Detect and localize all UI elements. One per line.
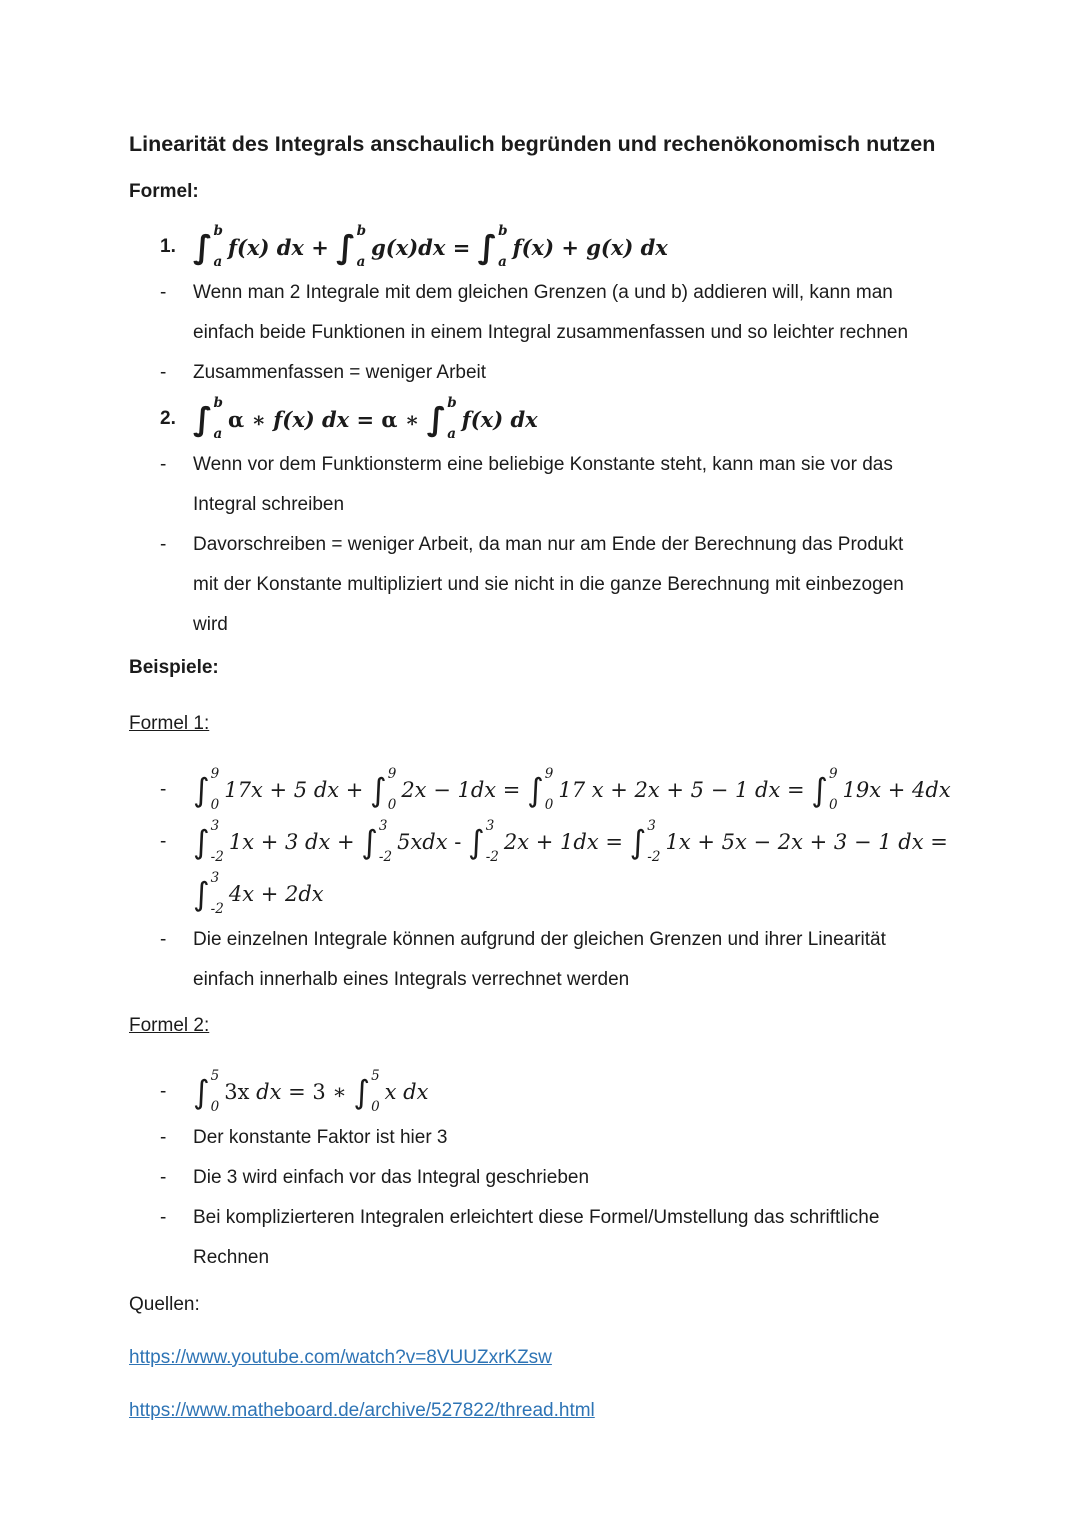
list-number-2: 2.: [160, 408, 176, 429]
dash-bullet: -: [160, 534, 167, 555]
math-run: f(x) dx: [273, 406, 350, 432]
formula-1-row: [129, 221, 1020, 273]
dash-bullet: -: [160, 1081, 167, 1102]
bullet-item: [129, 353, 1020, 393]
roman-run: α ∗: [227, 406, 274, 432]
math-run: 17x + 5 dx +: [224, 778, 371, 802]
math-run: 1x + 5x − 2x + 3 − 1 dx: [665, 830, 924, 854]
integral-sign: ∫ b a: [336, 223, 367, 270]
heading-formel: Formel:: [129, 181, 199, 202]
math-run: 1x + 3 dx +: [228, 830, 362, 854]
dash-bullet: -: [160, 831, 167, 852]
bullet-item: [129, 445, 1020, 525]
bullet-item: [129, 273, 1020, 353]
integral-sign: ∫ b a: [426, 395, 457, 442]
integral-sign: ∫ 5 0: [193, 1068, 220, 1115]
formula-1: [193, 221, 668, 273]
roman-run: =: [445, 234, 478, 260]
integral-sign: ∫ 5 0: [353, 1068, 380, 1115]
text-line: wird: [193, 614, 228, 635]
text-line: Rechnen: [193, 1247, 270, 1268]
formula-2-row: [129, 393, 1020, 445]
roman-run: =: [780, 778, 812, 802]
heading-formel-1: Formel 1:: [129, 713, 210, 734]
dash-bullet: -: [160, 362, 167, 383]
roman-run: -: [447, 830, 469, 854]
text-line: Wenn vor dem Funktionsterm eine beliebige Konstante steht, kann man sie vor das: [193, 454, 893, 475]
dash-bullet: -: [160, 1207, 167, 1228]
example-formula-row: [129, 1066, 1020, 1118]
roman-run: = α ∗: [349, 406, 427, 432]
text-line: einfach beide Funktionen in einem Integral zusammenfassen und so leichter rechnen: [193, 322, 909, 343]
formula-2: [193, 393, 538, 445]
text-line: Bei komplizierteren Integralen erleichtert diese Formel/Umstellung das schriftliche: [193, 1207, 880, 1228]
text-line: Davorschreiben = weniger Arbeit, da man nur am Ende der Berechnung das Produkt: [193, 534, 904, 555]
math-run: dx: [256, 1080, 282, 1104]
text-line: mit der Konstante multipliziert und sie nicht in die ganze Berechnung mit einbezogen: [193, 574, 904, 595]
integral-sign: ∫ 9 0: [370, 766, 397, 813]
example-formula-1a: [193, 764, 951, 816]
math-run: 5xdx: [397, 830, 448, 854]
link-matheboard[interactable]: https://www.matheboard.de/archive/527822/thread.html: [129, 1400, 595, 1421]
integral-sign: ∫ 3 -2: [468, 818, 499, 865]
integral-sign: ∫ 3 -2: [193, 870, 224, 917]
text-line: Die einzelnen Integrale können aufgrund der gleichen Grenzen und ihrer Linearität: [193, 929, 886, 950]
integral-sign: ∫ 9 0: [811, 766, 838, 813]
roman-run: =: [923, 830, 948, 854]
integral-sign: ∫ 3 -2: [629, 818, 661, 865]
dash-bullet: -: [160, 1167, 167, 1188]
integral-sign: ∫ b a: [193, 223, 223, 270]
math-run: f(x) dx +: [227, 234, 337, 260]
example-formula-2a: [193, 1066, 428, 1118]
integral-sign: ∫ 3 -2: [361, 818, 393, 865]
math-run: f(x) dx: [461, 406, 538, 432]
bullet-item: [129, 1118, 1020, 1158]
bullet-item: [129, 1198, 1020, 1278]
bullet-item: [129, 1158, 1020, 1198]
roman-run: =: [598, 830, 630, 854]
text-line: einfach innerhalb eines Integrals verrechnet werden: [193, 969, 630, 990]
integral-sign: ∫ 3 -2: [193, 818, 224, 865]
source-link-line: [129, 1398, 1020, 1424]
heading-beispiele: Beispiele:: [129, 657, 219, 678]
text-line: Wenn man 2 Integrale mit dem gleichen Grenzen (a und b) addieren will, kann man: [193, 282, 893, 303]
math-run: g(x)dx: [371, 234, 446, 260]
list-number-1: 1.: [160, 236, 176, 257]
integral-sign: ∫ 9 0: [527, 766, 554, 813]
example-formula-1b-line2: [193, 868, 1020, 920]
integral-sign: ∫ 9 0: [193, 766, 220, 813]
heading-quellen: Quellen:: [129, 1294, 200, 1315]
heading-formel-2: Formel 2:: [129, 1015, 210, 1036]
text-line: Zusammenfassen = weniger Arbeit: [193, 362, 487, 383]
math-run: 17 x + 2x + 5 − 1 dx: [558, 778, 781, 802]
roman-run: =: [496, 778, 528, 802]
bullet-item: [129, 920, 1020, 1000]
dash-bullet: -: [160, 929, 167, 950]
source-link-line: [129, 1345, 1020, 1371]
math-run: 2x − 1dx: [401, 778, 497, 802]
integral-sign: ∫ b a: [193, 395, 223, 442]
integral-sign: ∫ b a: [477, 223, 508, 270]
dash-bullet: -: [160, 1127, 167, 1148]
math-run: 19x + 4dx: [842, 778, 951, 802]
roman-run: = 3 ∗: [281, 1080, 354, 1104]
math-run: 2x + 1dx: [503, 830, 599, 854]
bullet-item: [129, 525, 1020, 645]
text-line: Die 3 wird einfach vor das Integral geschrieben: [193, 1167, 590, 1188]
dash-bullet: -: [160, 779, 167, 800]
dash-bullet: -: [160, 282, 167, 303]
text-line: Der konstante Faktor ist hier 3: [193, 1127, 448, 1148]
math-run: f(x) + g(x) dx: [512, 234, 668, 260]
page-title: Linearität des Integrals anschaulich begründen und rechenökonomisch nutzen: [129, 132, 936, 156]
dash-bullet: -: [160, 454, 167, 475]
math-run: x dx: [384, 1080, 429, 1104]
roman-run: 3x: [224, 1080, 257, 1104]
math-run: 4x + 2dx: [228, 882, 324, 906]
example-formula-row: [129, 764, 1020, 816]
example-formula-row: [129, 816, 1020, 920]
text-line: Integral schreiben: [193, 494, 345, 515]
example-formula-1b-line1: [193, 816, 1020, 868]
link-youtube[interactable]: https://www.youtube.com/watch?v=8VUUZxrKZsw: [129, 1347, 552, 1368]
